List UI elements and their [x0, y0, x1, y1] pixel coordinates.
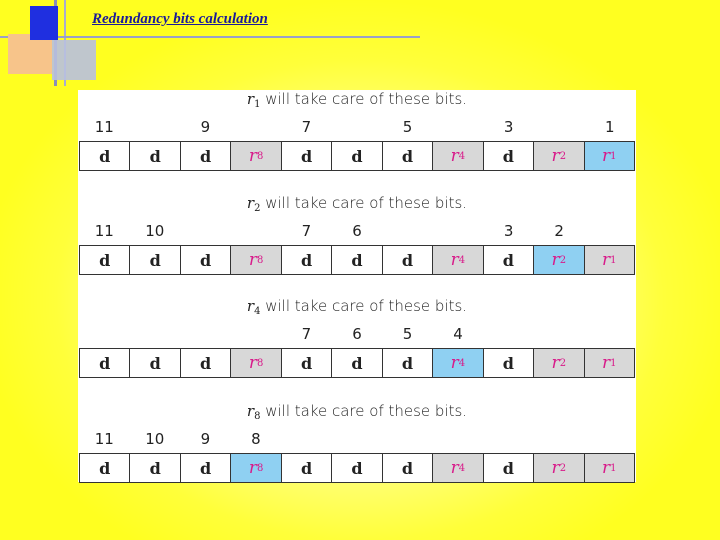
redundant-bit-symbol: r: [248, 353, 257, 373]
bit-position-labels: [78, 325, 636, 345]
bit-position-label: 11: [94, 118, 114, 136]
caption-bit-subscript: 8: [254, 411, 261, 422]
redundant-bit-cell-r4: [433, 246, 483, 274]
redundant-bit-cell-r2: [534, 142, 584, 170]
redundant-bit-cell-r8: [231, 142, 281, 170]
redundant-bit-cell-r8: [231, 246, 281, 274]
caption-bit-subscript: 1: [254, 99, 261, 110]
data-bit-cell: d: [484, 142, 534, 170]
decor-blue-square: [30, 6, 58, 40]
redundant-bit-symbol: r: [450, 146, 459, 166]
decor-peach-square: [8, 34, 52, 74]
data-bit-cell: d: [484, 454, 534, 482]
bit-position-labels: [78, 430, 636, 450]
redundant-bit-cell-r1: [585, 454, 634, 482]
bit-position-labels: [78, 222, 636, 242]
redundant-bit-symbol: r: [551, 458, 560, 478]
bit-position-label: 11: [94, 222, 114, 240]
data-bit-cell: d: [383, 349, 433, 377]
data-bit-cell: d: [332, 246, 382, 274]
bit-position-label: 7: [301, 325, 312, 343]
redundant-bit-symbol: r: [602, 146, 611, 166]
data-bit-cell: d: [332, 349, 382, 377]
bit-position-label: 2: [554, 222, 564, 240]
redundant-bit-cell-r2: [534, 349, 584, 377]
redundant-bit-cell-r8: [231, 349, 281, 377]
coverage-caption: [78, 402, 636, 422]
caption-bit-symbol: $r_4$: [246, 297, 261, 317]
data-bit-cell: d: [383, 142, 433, 170]
redundant-bit-symbol: r: [551, 250, 560, 270]
data-bit-cell: d: [282, 454, 332, 482]
redundant-bit-cell-r4: [433, 454, 483, 482]
redundant-bit-subscript: 4: [458, 150, 466, 162]
slide-title: Redundancy bits calculation: [92, 11, 268, 27]
redundant-bit-subscript: 8: [256, 150, 264, 162]
redundant-bit-subscript: 2: [559, 462, 567, 474]
bit-position-label: 4: [453, 325, 463, 343]
coverage-caption: [78, 194, 636, 214]
coverage-caption: [78, 297, 636, 317]
caption-bit-subscript: 4: [254, 306, 261, 317]
caption-text: will take care of these bits.: [260, 194, 468, 212]
data-bit-cell: d: [181, 349, 231, 377]
caption-bit-symbol: $r_8$: [246, 402, 261, 422]
bit-position-label: 1: [604, 118, 615, 136]
bit-position-label: 11: [94, 430, 114, 448]
data-bit-cell: d: [130, 142, 180, 170]
redundant-bit-subscript: 4: [458, 254, 466, 266]
caption-bit-symbol: $r_1$: [246, 90, 261, 110]
bit-position-label: 10: [145, 430, 165, 448]
redundant-bit-symbol: r: [602, 458, 611, 478]
redundant-bit-subscript: 1: [610, 357, 617, 369]
redundant-bit-symbol: r: [551, 146, 560, 166]
caption-text: will take care of these bits.: [260, 402, 468, 420]
data-bit-cell: d: [383, 246, 433, 274]
data-bit-cell: d: [282, 349, 332, 377]
redundant-bit-subscript: 2: [559, 357, 567, 369]
bit-row: [79, 141, 635, 171]
coverage-caption: [78, 90, 636, 110]
redundant-bit-symbol: r: [602, 250, 611, 270]
redundant-bit-symbol: r: [248, 250, 257, 270]
bit-position-label: 10: [145, 222, 165, 240]
data-bit-cell: d: [181, 454, 231, 482]
data-bit-cell: d: [332, 454, 382, 482]
redundant-bit-cell-r1: [585, 246, 634, 274]
redundant-bit-cell-r1: [585, 142, 634, 170]
redundant-bit-subscript: 1: [610, 150, 617, 162]
caption-text: will take care of these bits.: [260, 297, 468, 315]
data-bit-cell: d: [484, 349, 534, 377]
bit-row: [79, 245, 635, 275]
data-bit-cell: d: [181, 246, 231, 274]
redundant-bit-subscript: 2: [559, 150, 567, 162]
caption-text: will take care of these bits.: [260, 90, 468, 108]
redundant-bit-symbol: r: [450, 353, 459, 373]
bit-position-label: 9: [200, 430, 211, 448]
redundant-bit-subscript: 1: [610, 254, 617, 266]
bit-position-label: 5: [402, 118, 413, 136]
bit-position-label: 8: [251, 430, 261, 448]
data-bit-cell: d: [282, 142, 332, 170]
bit-row: [79, 348, 635, 378]
data-bit-cell: d: [80, 349, 130, 377]
redundant-bit-subscript: 2: [559, 254, 567, 266]
data-bit-cell: d: [130, 454, 180, 482]
redundant-bit-cell-r4: [433, 349, 483, 377]
redundant-bit-cell-r1: [585, 349, 634, 377]
data-bit-cell: d: [80, 142, 130, 170]
redundant-bit-subscript: 1: [610, 462, 617, 474]
redundant-bit-symbol: r: [450, 250, 459, 270]
redundant-bit-symbol: r: [602, 353, 611, 373]
redundant-bit-symbol: r: [248, 458, 257, 478]
caption-bit-subscript: 2: [254, 203, 261, 214]
data-bit-cell: d: [130, 246, 180, 274]
data-bit-cell: d: [282, 246, 332, 274]
data-bit-cell: d: [383, 454, 433, 482]
data-bit-cell: d: [332, 142, 382, 170]
bit-position-label: 3: [503, 118, 514, 136]
decor-grey-square: [52, 40, 96, 80]
data-bit-cell: d: [80, 454, 130, 482]
decor-horizontal-line: [0, 36, 420, 38]
redundant-bit-cell-r2: [534, 246, 584, 274]
data-bit-cell: d: [181, 142, 231, 170]
bit-position-label: 6: [352, 222, 362, 240]
redundant-bit-subscript: 8: [256, 254, 264, 266]
data-bit-cell: d: [80, 246, 130, 274]
bit-position-label: 9: [200, 118, 211, 136]
bit-position-labels: [78, 118, 636, 138]
redundant-bit-cell-r2: [534, 454, 584, 482]
redundant-bit-cell-r8: [231, 454, 281, 482]
redundant-bit-symbol: r: [248, 146, 257, 166]
redundant-bit-subscript: 8: [256, 462, 264, 474]
figure-panel: [78, 90, 636, 482]
data-bit-cell: d: [130, 349, 180, 377]
bit-position-label: 5: [402, 325, 413, 343]
redundant-bit-symbol: r: [551, 353, 560, 373]
redundant-bit-cell-r4: [433, 142, 483, 170]
redundant-bit-subscript: 8: [256, 357, 264, 369]
bit-position-label: 7: [301, 118, 312, 136]
caption-bit-symbol: $r_2$: [246, 194, 261, 214]
redundant-bit-subscript: 4: [458, 462, 466, 474]
bit-position-label: 3: [503, 222, 514, 240]
data-bit-cell: d: [484, 246, 534, 274]
bit-row: [79, 453, 635, 483]
redundant-bit-subscript: 4: [458, 357, 466, 369]
bit-position-label: 6: [352, 325, 362, 343]
redundant-bit-symbol: r: [450, 458, 459, 478]
bit-position-label: 7: [301, 222, 312, 240]
